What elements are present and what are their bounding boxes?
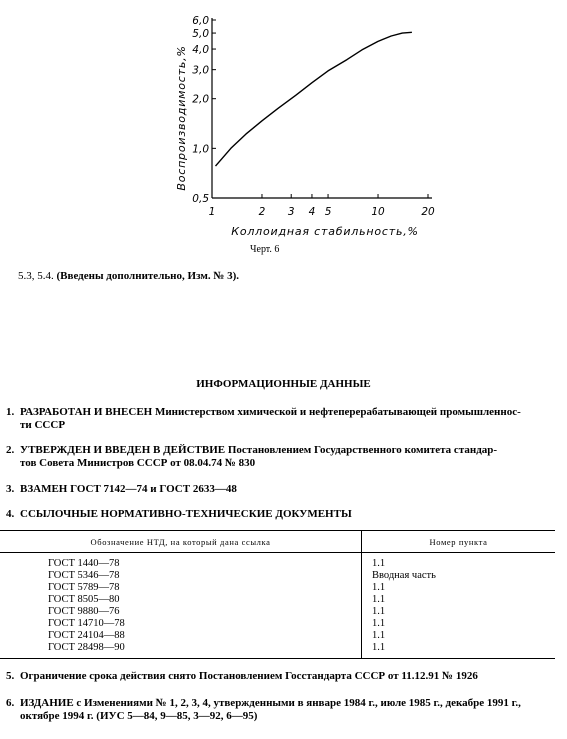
item-text: УТВЕРЖДЕН И ВВЕДЕН В ДЕЙСТВИЕ Постановлением Государственного комитета стандар-: [20, 444, 498, 456]
y-axis-label: Воспроизводимость,%: [175, 45, 188, 191]
chart-ticks: [192, 15, 435, 218]
item-text: РАЗРАБОТАН И ВНЕСЕН Министерством химической и нефтеперерабатывающей промышленнос-: [20, 406, 521, 418]
figure-caption: Черт. 6: [250, 244, 280, 255]
x-axis-label: Коллоидная стабильность,%: [231, 225, 419, 238]
doc-cell: ГОСТ 9880—76: [0, 606, 362, 618]
clause-cell: 1.1: [372, 594, 386, 605]
x-tick-label: 10: [371, 206, 385, 218]
info-item-5: [6, 670, 546, 683]
table-row: [0, 570, 555, 582]
item-text-cont: ти СССР: [20, 419, 66, 431]
item-text-cont: октябре 1994 г. (ИУС 5—84, 9—85, 3—92, 6—95): [20, 710, 258, 722]
item-number: 2.: [6, 444, 15, 456]
y-tick-label: 5,0: [192, 28, 209, 41]
item-text-cont: тов Совета Министров СССР от 08.04.74 № 830: [20, 457, 256, 469]
info-item-3: [6, 483, 546, 496]
doc-cell: ГОСТ 5789—78: [0, 582, 362, 594]
doc-cell: ГОСТ 8505—80: [0, 594, 362, 606]
info-item-1: [6, 406, 546, 432]
chart-series: [216, 32, 412, 166]
doc-cell: ГОСТ 5346—78: [0, 570, 362, 582]
x-tick-label: 3: [287, 206, 295, 218]
section-title: ИНФОРМАЦИОННЫЕ ДАННЫЕ: [196, 378, 371, 390]
y-tick-label: 1,0: [192, 143, 209, 156]
item-number: 3.: [6, 483, 15, 495]
chart-axes: [212, 18, 432, 198]
clause-cell: 1.1: [372, 606, 386, 617]
x-tick-label: 2: [258, 206, 266, 218]
y-tick-label: 3,0: [192, 64, 209, 77]
clause-cell: 1.1: [372, 630, 386, 641]
item-text: ВЗАМЕН ГОСТ 7142—74 и ГОСТ 2633—48: [20, 483, 237, 495]
table-row: [0, 553, 555, 571]
y-tick-label: 4,0: [192, 44, 209, 57]
header-document: Обозначение НТД, на который дана ссылка: [0, 531, 362, 553]
note-prefix: 5.3, 5.4.: [18, 270, 54, 282]
y-tick-label: 0,5: [192, 193, 209, 205]
clause-cell: Вводная часть: [372, 570, 436, 581]
header-item-number: Номер пункта: [362, 531, 556, 553]
x-tick-label: 20: [421, 206, 435, 218]
clause-cell: 1.1: [372, 582, 386, 593]
doc-cell: ГОСТ 24104—88: [0, 630, 362, 642]
table-header-row: [0, 531, 555, 553]
table-row: [0, 582, 555, 594]
y-tick-label: 6,0: [192, 15, 209, 27]
table-row: [0, 618, 555, 630]
reproducibility-chart: [0, 0, 567, 262]
doc-cell: ГОСТ 1440—78: [0, 553, 362, 571]
item-number: 5.: [6, 670, 15, 682]
doc-cell: ГОСТ 14710—78: [0, 618, 362, 630]
clause-cell: 1.1: [372, 618, 386, 629]
item-text: Ограничение срока действия снято Постановлением Госстандарта СССР от 11.12.91 № 1926: [20, 670, 478, 682]
item-number: 6.: [6, 697, 15, 709]
amendment-note: [18, 270, 239, 282]
clause-cell: 1.1: [372, 558, 386, 569]
table-row: [0, 642, 555, 659]
table-row: [0, 606, 555, 618]
info-item-2: [6, 444, 546, 470]
table-row: [0, 594, 555, 606]
doc-cell: ГОСТ 28498—90: [0, 642, 362, 659]
info-item-6: [6, 697, 546, 723]
info-item-4: [6, 508, 546, 521]
item-number: 1.: [6, 406, 15, 418]
references-table: [0, 530, 555, 659]
series-line: [216, 32, 412, 166]
item-number: 4.: [6, 508, 15, 520]
table-row: [0, 630, 555, 642]
item-text: ССЫЛОЧНЫЕ НОРМАТИВНО-ТЕХНИЧЕСКИЕ ДОКУМЕНТЫ: [20, 508, 352, 520]
clause-cell: 1.1: [362, 642, 556, 659]
y-tick-label: 2,0: [192, 93, 209, 106]
x-tick-label: 5: [324, 206, 332, 218]
note-bold: (Введены дополнительно, Изм. № 3).: [56, 270, 240, 282]
x-tick-label: 4: [308, 206, 316, 218]
x-tick-label: 1: [208, 206, 216, 218]
item-text: ИЗДАНИЕ с Изменениями № 1, 2, 3, 4, утвержденными в январе 1984 г., июле 1985 г., декабре 1991 г.,: [20, 697, 521, 709]
